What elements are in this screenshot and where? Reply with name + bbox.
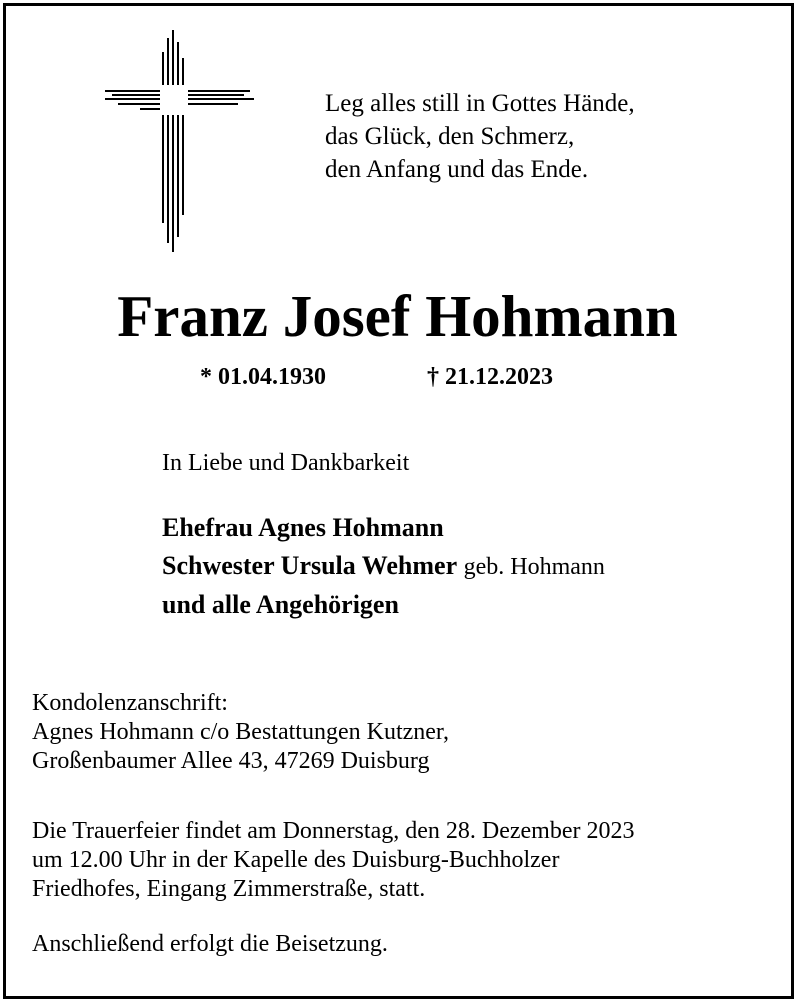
service-line: Die Trauerfeier findet am Donnerstag, den 28. Dezember 2023 <box>32 818 635 844</box>
death-date: † 21.12.2023 <box>427 364 553 390</box>
condolence-heading: Kondolenzanschrift: <box>32 690 228 716</box>
condolence-address <box>32 689 772 776</box>
mourner-sister-note: geb. Hohmann <box>463 554 605 580</box>
cross-icon <box>100 30 260 252</box>
mourners-list <box>162 509 605 624</box>
verse-line: Leg alles still in Gottes Hände, <box>325 90 635 117</box>
service-line: Friedhofes, Eingang Zimmerstraße, statt. <box>32 876 426 902</box>
burial-info: Anschließend erfolgt die Beisetzung. <box>32 931 388 957</box>
mourner-wife: Ehefrau Agnes Hohmann <box>162 513 444 542</box>
condolence-line: Großenbaumer Allee 43, 47269 Duisburg <box>32 748 430 774</box>
mourner-sister: Schwester Ursula Wehmer <box>162 551 458 580</box>
mourner-others: und alle Angehörigen <box>162 590 399 619</box>
mourner-sister-row <box>162 547 605 586</box>
verse-line: das Glück, den Schmerz, <box>325 123 575 150</box>
service-info <box>32 817 772 904</box>
service-line: um 12.00 Uhr in der Kapelle des Duisburg-Buchholzer <box>32 847 560 873</box>
deceased-name: Franz Josef Hohmann <box>117 283 678 349</box>
condolence-line: Agnes Hohmann c/o Bestattungen Kutzner, <box>32 719 449 745</box>
verse-line: den Anfang und das Ende. <box>325 156 589 183</box>
verse <box>325 87 745 186</box>
intro-text: In Liebe und Dankbarkeit <box>162 450 410 476</box>
birth-date: * 01.04.1930 <box>200 364 326 390</box>
